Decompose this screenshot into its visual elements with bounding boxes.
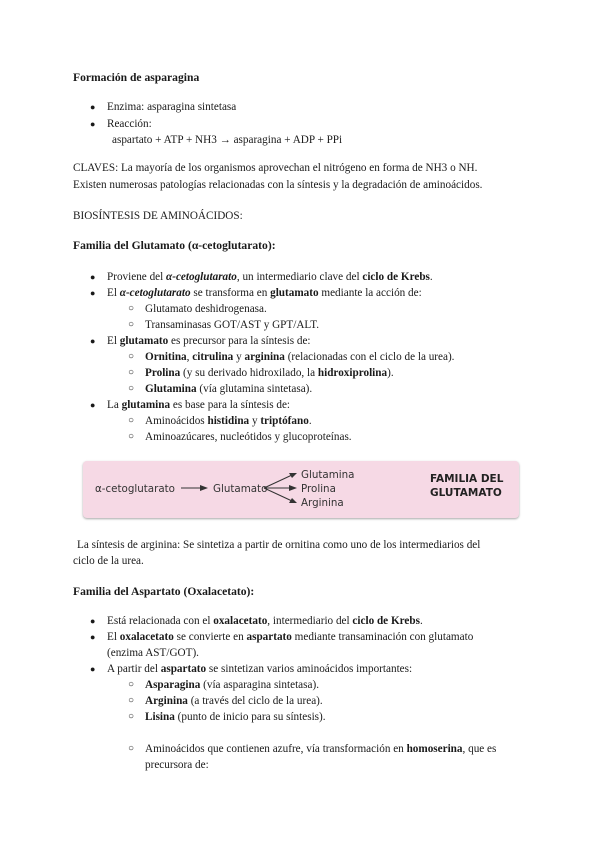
list-subitem: Glutamina (vía glutamina sintetasa).: [145, 383, 313, 395]
list-item: El oxalacetato se convierte en aspartato mediante transaminación con glutamato: [107, 631, 474, 643]
circle-bullet-icon: ○: [128, 367, 135, 378]
list-subitem: Lisina (punto de inicio para su síntesis).: [145, 711, 326, 723]
bullet-icon: ●: [90, 632, 96, 642]
list-item: La glutamina es base para la síntesis de:: [107, 399, 291, 411]
list-item: A partir del aspartato se sintetizan varios aminoácidos importantes:: [107, 663, 413, 675]
list-subitem: Transaminasas GOT/AST y GPT/ALT.: [145, 319, 320, 331]
reaction-equation: aspartato + ATP + NH3 → asparagina + ADP + PPi: [112, 134, 343, 146]
circle-bullet-icon: ○: [128, 431, 135, 442]
list-subitem: Arginina (a través del ciclo de la urea).: [145, 695, 323, 707]
claves-line-1: CLAVES: La mayoría de los organismos aprovechan el nitrógeno en forma de NH3 o NH.: [73, 162, 478, 174]
arginina-line-2: ciclo de la urea.: [73, 555, 144, 567]
list-item: Reacción:: [107, 118, 152, 130]
bullet-icon: ●: [90, 616, 96, 626]
product-label: Prolina: [301, 483, 336, 495]
list-item: El α-cetoglutarato se transforma en glutamato mediante la acción de:: [107, 287, 422, 299]
glutamate-family-diagram: [83, 461, 519, 518]
bullet-icon: ●: [90, 102, 96, 112]
circle-bullet-icon: ○: [128, 743, 135, 754]
circle-bullet-icon: ○: [128, 711, 135, 722]
arrow-icon: [181, 485, 208, 491]
list-subitem-continuation: precursora de:: [145, 759, 209, 771]
bullet-icon: ●: [90, 336, 96, 346]
list-item: Está relacionada con el oxalacetato, intermediario del ciclo de Krebs.: [107, 615, 423, 627]
circle-bullet-icon: ○: [128, 695, 135, 706]
list-item: Proviene del α-cetoglutarato, un intermediario clave del ciclo de Krebs.: [107, 271, 433, 283]
biosintesis-heading: BIOSÍNTESIS DE AMINOÁCIDOS:: [73, 210, 243, 222]
bullet-icon: ●: [90, 288, 96, 298]
product-label: Arginina: [301, 497, 344, 509]
list-subitem: Aminoazúcares, nucleótidos y glucoproteínas.: [145, 431, 352, 443]
circle-bullet-icon: ○: [128, 303, 135, 314]
source-label: α-cetoglutarato: [95, 483, 175, 495]
list-subitem: Glutamato deshidrogenasa.: [145, 303, 267, 315]
list-subitem: Aminoácidos que contienen azufre, vía transformación en homoserina, que es: [145, 743, 497, 755]
circle-bullet-icon: ○: [128, 319, 135, 330]
circle-bullet-icon: ○: [128, 679, 135, 690]
circle-bullet-icon: ○: [128, 383, 135, 394]
claves-line-2: Existen numerosas patologías relacionadas con la síntesis y la degradación de aminoácidos.: [73, 179, 483, 191]
list-item: Enzima: asparagina sintetasa: [107, 101, 237, 113]
arginina-line-1: La síntesis de arginina: Se sintetiza a partir de ornitina como uno de los intermediarios del: [77, 539, 481, 551]
bullet-icon: ●: [90, 272, 96, 282]
list-subitem: Ornitina, citrulina y arginina (relacionadas con el ciclo de la urea).: [145, 351, 455, 363]
list-subitem: Aminoácidos histidina y triptófano.: [145, 415, 312, 427]
section-title-aspartato: Familia del Aspartato (Oxalacetato):: [73, 585, 255, 598]
circle-bullet-icon: ○: [128, 415, 135, 426]
circle-bullet-icon: ○: [128, 351, 135, 362]
branch-arrows-icon: [264, 473, 297, 503]
section-title-asparagina: Formación de asparagina: [73, 71, 200, 84]
bullet-icon: ●: [90, 119, 96, 129]
bullet-icon: ●: [90, 400, 96, 410]
middle-label: Glutamato: [213, 483, 268, 495]
list-subitem: Asparagina (vía asparagina sintetasa).: [145, 679, 319, 691]
list-item-continuation: (enzima AST/GOT).: [107, 647, 199, 659]
list-item: El glutamato es precursor para la síntesis de:: [107, 335, 311, 347]
section-title-glutamato: Familia del Glutamato (α-cetoglutarato):: [73, 239, 276, 252]
family-label: FAMILIA DEL GLUTAMATO: [430, 473, 504, 499]
list-subitem: Prolina (y su derivado hidroxilado, la hidroxiprolina).: [145, 367, 394, 379]
product-label: Glutamina: [301, 469, 355, 481]
bullet-icon: ●: [90, 664, 96, 674]
